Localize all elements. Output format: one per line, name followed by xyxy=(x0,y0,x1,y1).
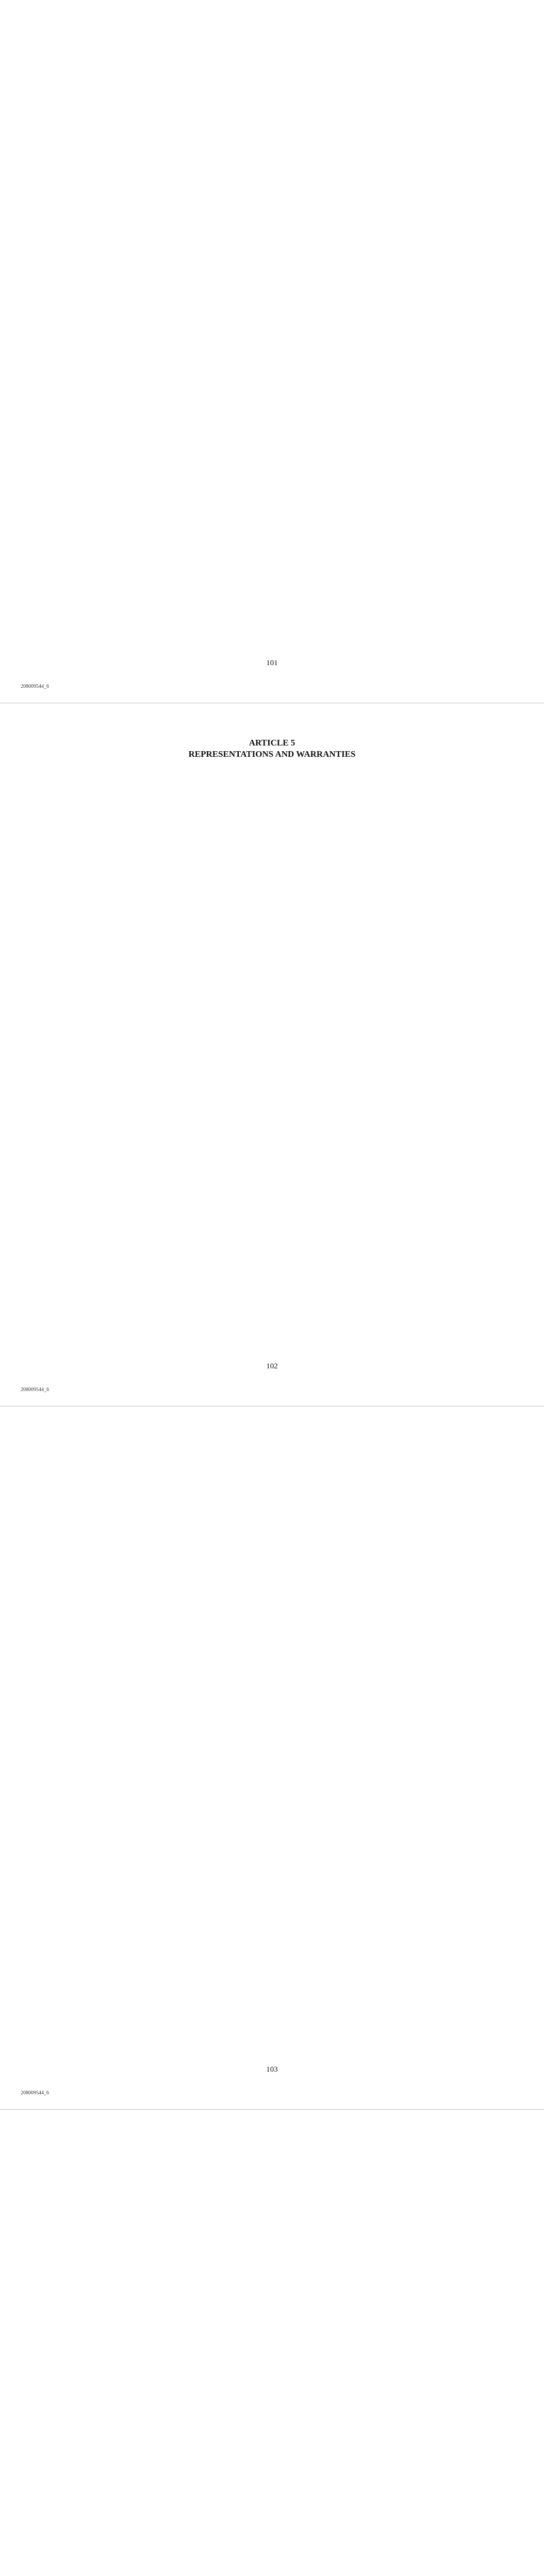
page-number: 103 xyxy=(266,2065,278,2074)
body-paragraph xyxy=(40,1454,504,1464)
document-page xyxy=(0,703,544,1406)
body-paragraph xyxy=(40,1505,504,1515)
page-body xyxy=(40,1437,504,2047)
footer-document-id: 208009544_6 xyxy=(21,2090,49,2096)
body-paragraph xyxy=(40,2243,504,2252)
body-paragraph xyxy=(40,1437,504,1447)
body-paragraph xyxy=(40,2209,504,2218)
body-paragraph xyxy=(40,1573,504,1583)
body-paragraph xyxy=(40,1471,504,1481)
body-paragraph xyxy=(40,2226,504,2235)
article-title: REPRESENTATIONS AND WARRANTIES xyxy=(188,749,356,759)
body-paragraph xyxy=(40,82,504,92)
body-paragraph xyxy=(40,2192,504,2201)
body-paragraph xyxy=(40,837,504,847)
body-paragraph xyxy=(40,1590,504,1600)
page-body xyxy=(40,31,504,641)
body-paragraph xyxy=(40,167,504,177)
page-number: 101 xyxy=(266,659,278,667)
body-paragraph xyxy=(40,1624,504,1634)
footer-document-id: 208009544_6 xyxy=(21,1387,49,1393)
document-page xyxy=(0,0,544,703)
body-paragraph xyxy=(40,133,504,143)
body-paragraph xyxy=(40,1607,504,1617)
body-paragraph xyxy=(40,2158,504,2167)
body-paragraph xyxy=(40,2175,504,2184)
body-paragraph xyxy=(40,1522,504,1532)
body-paragraph xyxy=(40,2141,504,2150)
body-paragraph xyxy=(40,854,504,864)
page-body xyxy=(40,734,504,1344)
body-paragraph xyxy=(40,99,504,109)
body-paragraph xyxy=(40,65,504,75)
body-paragraph xyxy=(40,1539,504,1549)
body-paragraph xyxy=(40,820,504,830)
body-paragraph xyxy=(40,116,504,126)
body-paragraph xyxy=(40,48,504,58)
footer-document-id: 208009544_6 xyxy=(21,684,49,689)
body-paragraph xyxy=(40,31,504,41)
body-paragraph xyxy=(40,1556,504,1566)
body-paragraph xyxy=(40,1488,504,1498)
article-heading xyxy=(40,737,504,760)
body-paragraph xyxy=(40,150,504,160)
body-paragraph xyxy=(40,803,504,813)
document-page xyxy=(0,2110,544,2576)
body-paragraph xyxy=(40,2260,504,2269)
page-number: 102 xyxy=(266,1362,278,1370)
body-paragraph xyxy=(40,786,504,796)
body-paragraph xyxy=(40,769,504,779)
article-number: ARTICLE 5 xyxy=(249,738,295,748)
body-paragraph xyxy=(40,1641,504,1651)
document-page xyxy=(0,1406,544,2110)
page-body xyxy=(40,2141,504,2576)
